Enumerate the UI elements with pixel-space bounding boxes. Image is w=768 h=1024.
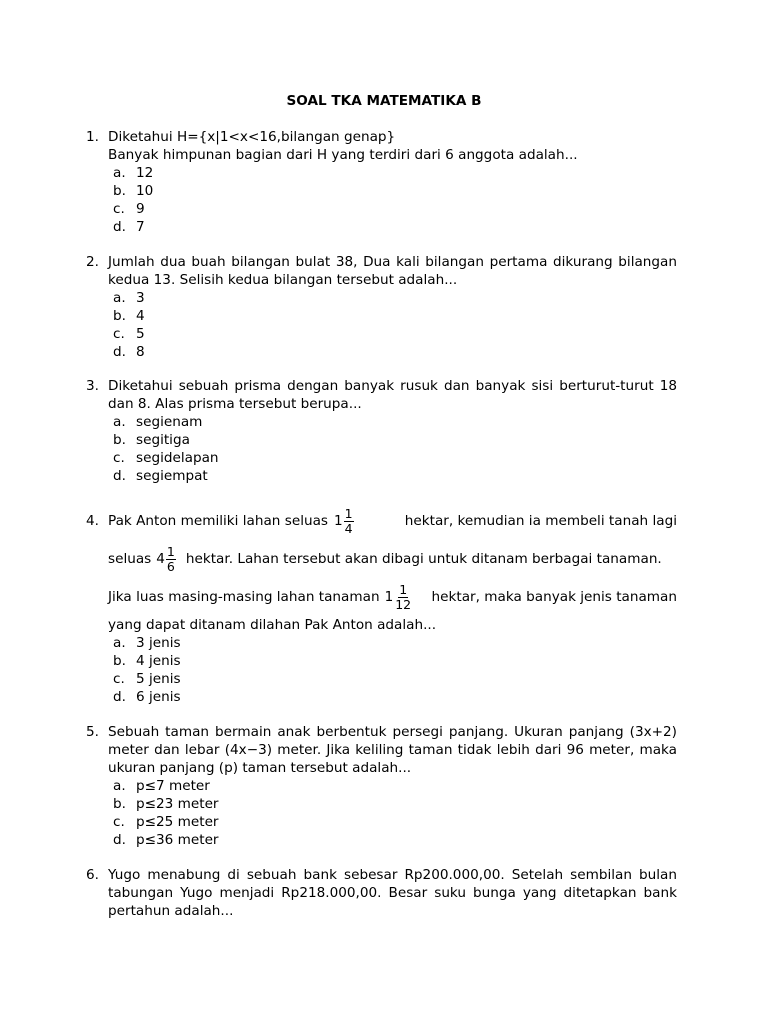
question-text: hektar. Lahan tersebut akan dibagi untuk ditanam berbagai tanaman. [185,551,662,567]
question-number: 2. [86,254,99,270]
document-title: SOAL TKA MATEMATIKA B [286,93,482,109]
mixed-fraction [156,545,176,574]
option-letter: a. [113,165,126,181]
question-number: 5. [86,724,99,740]
option-text: segiempat [136,468,208,484]
question-text-line: Yugo menabung di sebuah bank sebesar Rp200.000,00. Setelah sembilan bulan [108,867,677,883]
question-text-line: pertahun adalah... [108,903,234,919]
question-text-line: meter dan lebar (4x−3) meter. Jika keliling taman tidak lebih dari 96 meter, maka [108,742,677,758]
mixed-fraction [334,507,354,536]
fraction-whole: 1 [334,513,343,529]
option-a [108,634,677,652]
option-text: 3 [136,290,145,306]
option-list [108,777,677,849]
question-number: 6. [86,867,99,883]
option-letter: a. [113,635,126,651]
option-text: 12 [136,165,154,181]
question-text-line: kedua 13. Selisih kedua bilangan tersebut adalah... [108,272,458,288]
option-letter: a. [113,290,126,306]
option-letter: d. [113,344,126,360]
question-text-line: yang dapat ditanam dilahan Pak Anton adalah... [108,617,437,633]
option-letter: b. [113,653,126,669]
option-text: 6 jenis [136,689,181,705]
option-b [108,652,677,670]
question-text-line: dan 8. Alas prisma tersebut berupa... [108,396,362,412]
option-letter: d. [113,689,126,705]
option-letter: a. [113,778,126,794]
option-letter: d. [113,468,126,484]
option-b [108,182,677,200]
option-a [108,289,677,307]
option-text: 3 jenis [136,635,181,651]
option-b [108,795,677,813]
option-list [108,413,677,485]
option-c [108,200,677,218]
option-text: 9 [136,201,145,217]
option-letter: d. [113,832,126,848]
option-a [108,413,677,431]
option-text: 5 [136,326,145,342]
option-letter: c. [113,671,125,687]
fraction-denominator: 6 [166,558,175,574]
question-text-line [108,540,677,578]
question-text: hektar, kemudian ia membeli tanah lagi [404,513,677,529]
fraction-whole: 4 [156,551,165,567]
question-text-line [108,502,677,540]
option-text: 4 [136,308,145,324]
option-letter: b. [113,432,126,448]
question-5 [86,723,677,849]
fraction-numerator: 1 [344,505,353,521]
option-text: p≤36 meter [136,832,219,848]
option-text: 8 [136,344,145,360]
question-text: Jika luas masing-masing lahan tanaman [108,589,380,605]
option-d [108,688,677,706]
option-letter: a. [113,414,126,430]
option-text: 10 [136,183,154,199]
question-2 [86,253,677,361]
option-letter: b. [113,308,126,324]
option-a [108,777,677,795]
fraction-denominator: 12 [395,596,412,612]
question-text-line: Diketahui H={x|1<x<16,bilangan genap} [108,129,396,145]
option-letter: c. [113,450,125,466]
option-text: 5 jenis [136,671,181,687]
option-list [108,634,677,706]
option-a [108,164,677,182]
option-d [108,467,677,485]
question-4 [86,502,677,706]
question-text-line: Banyak himpunan bagian dari H yang terdiri dari 6 anggota adalah... [108,147,578,163]
option-text: p≤7 meter [136,778,210,794]
option-letter: b. [113,183,126,199]
option-text: segidelapan [136,450,219,466]
question-text: hektar, maka banyak jenis tanaman [431,589,677,605]
option-text: 4 jenis [136,653,181,669]
question-text-line [108,578,677,616]
option-c [108,325,677,343]
option-text: p≤23 meter [136,796,219,812]
question-1 [86,128,677,236]
option-b [108,307,677,325]
question-3 [86,377,677,485]
option-text: segienam [136,414,203,430]
fraction-denominator: 4 [344,520,353,536]
option-text: p≤25 meter [136,814,219,830]
fraction-whole: 1 [384,589,394,605]
option-c [108,670,677,688]
question-text-line: Sebuah taman bermain anak berbentuk persegi panjang. Ukuran panjang (3x+2) [108,724,677,740]
question-text: seluas [108,551,152,567]
question-number: 3. [86,378,99,394]
option-d [108,343,677,361]
option-list [108,289,677,361]
option-letter: c. [113,201,125,217]
fraction-numerator: 1 [166,543,175,559]
option-c [108,449,677,467]
option-c [108,813,677,831]
option-text: segitiga [136,432,190,448]
question-number: 4. [86,513,99,529]
option-letter: c. [113,814,125,830]
option-b [108,431,677,449]
question-text-line: Jumlah dua buah bilangan bulat 38, Dua kali bilangan pertama dikurang bilangan [108,254,677,270]
option-letter: c. [113,326,125,342]
option-letter: d. [113,219,126,235]
question-text: Pak Anton memiliki lahan seluas [108,513,328,529]
option-d [108,218,677,236]
question-number: 1. [86,129,99,145]
option-list [108,164,677,236]
fraction-numerator: 1 [399,581,408,597]
question-text-line: tabungan Yugo menjadi Rp218.000,00. Besar suku bunga yang ditetapkan bank [108,885,677,901]
question-text-line: ukuran panjang (p) taman tersebut adalah... [108,760,412,776]
option-d [108,831,677,849]
option-text: 7 [136,219,145,235]
question-6 [86,866,677,920]
option-letter: b. [113,796,126,812]
question-text-line: Diketahui sebuah prisma dengan banyak rusuk dan banyak sisi berturut-turut 18 [108,378,677,394]
mixed-fraction [385,583,413,612]
